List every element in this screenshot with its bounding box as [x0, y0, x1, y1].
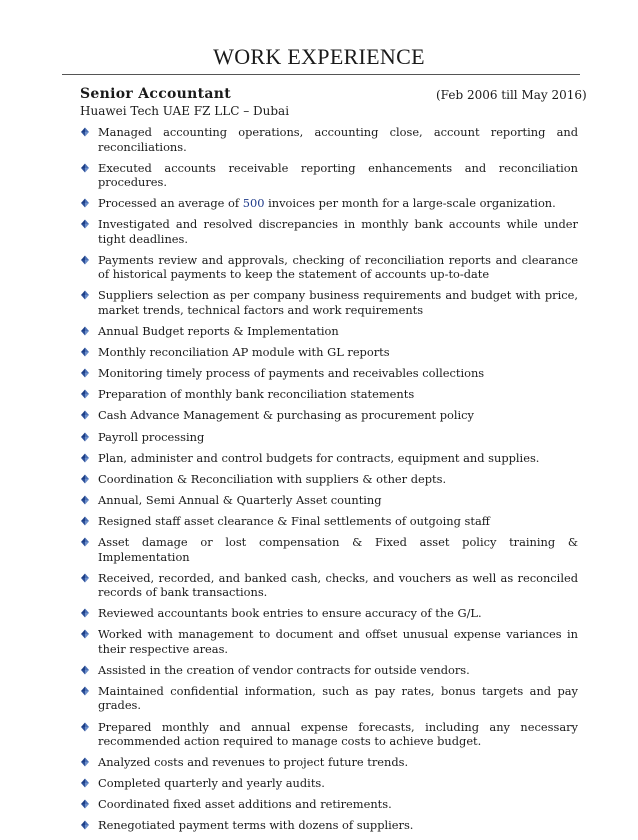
diamond-bullet-icon: [80, 537, 90, 547]
list-item-text: Plan, administer and control budgets for contracts, equipment and supplies.: [98, 450, 540, 465]
list-item: [80, 571, 578, 600]
diamond-bullet-icon: [80, 757, 90, 767]
list-item-text: Completed quarterly and yearly audits.: [98, 776, 325, 791]
diamond-bullet-icon: [80, 722, 90, 732]
diamond-bullet-icon: [80, 127, 90, 137]
list-item: [80, 663, 578, 678]
diamond-bullet-icon: [80, 326, 90, 336]
list-item: [80, 776, 578, 791]
list-item: [80, 720, 578, 749]
list-item: [80, 366, 578, 381]
diamond-bullet-icon: [80, 799, 90, 809]
diamond-bullet-icon: [80, 410, 90, 420]
section-title: WORK EXPERIENCE: [213, 44, 425, 69]
list-item: [80, 514, 578, 529]
list-item-text: Preparation of monthly bank reconciliation statements: [98, 387, 415, 402]
list-item: [80, 408, 578, 423]
title-divider: [62, 74, 580, 75]
list-item: [80, 196, 578, 211]
diamond-bullet-icon: [80, 219, 90, 229]
list-item: [80, 324, 578, 339]
list-item-text: Executed accounts receivable reporting enhancements and reconciliation procedures.: [98, 160, 578, 190]
diamond-bullet-icon: [80, 516, 90, 526]
diamond-bullet-icon: [80, 474, 90, 484]
highlighted-number: 500: [242, 196, 265, 211]
list-item-text: Monthly reconciliation AP module with GL reports: [98, 345, 390, 360]
company-name: Huawei Tech UAE FZ LLC – Dubai: [80, 104, 290, 118]
list-item-text: Maintained confidential information, such as pay rates, bonus targets and pay grades.: [98, 683, 578, 713]
diamond-bullet-icon: [80, 495, 90, 505]
diamond-bullet-icon: [80, 163, 90, 173]
responsibilities-list: [80, 125, 578, 840]
list-item: [80, 217, 578, 246]
diamond-bullet-icon: [80, 290, 90, 300]
list-item-text: Prepared monthly and annual expense forecasts, including any necessary recommended action required to manage costs to achieve budget.: [98, 719, 578, 749]
list-item: [80, 684, 578, 713]
list-item-text: Resigned staff asset clearance & Final settlements of outgoing staff: [98, 513, 490, 528]
list-item-text: Renegotiated payment terms with dozens of suppliers.: [98, 818, 414, 833]
diamond-bullet-icon: [80, 368, 90, 378]
list-item-text: Annual Budget reports & Implementation: [98, 324, 339, 339]
list-item-text: Asset damage or lost compensation & Fixed asset policy training & Implementation: [98, 535, 578, 564]
list-item-text: Payments review and approvals, checking of reconciliation reports and clearance of historical payments to keep the statement of accounts up-to-date: [98, 252, 578, 282]
list-item: [80, 387, 578, 402]
diamond-bullet-icon: [80, 573, 90, 583]
diamond-bullet-icon: [80, 665, 90, 675]
list-item: [80, 288, 578, 317]
list-item: [80, 627, 578, 656]
list-item-text: invoices per month for a large-scale organization.: [264, 196, 556, 211]
list-item-text: Coordinated fixed asset additions and retirements.: [98, 797, 392, 812]
job-title: Senior Accountant: [80, 86, 231, 102]
list-item-text: Annual, Semi Annual & Quarterly Asset counting: [98, 492, 382, 507]
diamond-bullet-icon: [80, 198, 90, 208]
diamond-bullet-icon: [80, 629, 90, 639]
diamond-bullet-icon: [80, 432, 90, 442]
diamond-bullet-icon: [80, 453, 90, 463]
list-item: [80, 606, 578, 621]
diamond-bullet-icon: [80, 347, 90, 357]
list-item: [80, 125, 578, 154]
diamond-bullet-icon: [80, 820, 90, 830]
list-item-text: Reviewed accountants book entries to ensure accuracy of the G/L.: [98, 606, 482, 621]
list-item: [80, 430, 578, 445]
list-item-text: Suppliers selection as per company business requirements and budget with price, market trends, technical factors and work requirements: [98, 288, 578, 317]
diamond-bullet-icon: [80, 255, 90, 265]
list-item-text: Processed an average of: [98, 196, 243, 211]
list-item-text: Worked with management to document and offset unusual expense variances in their respective areas.: [98, 627, 578, 656]
diamond-bullet-icon: [80, 778, 90, 788]
list-item: [80, 797, 578, 812]
list-item-text: Coordination & Reconciliation with suppliers & other depts.: [98, 471, 447, 486]
list-item: [80, 253, 578, 282]
list-item: [80, 161, 578, 190]
list-item: [80, 755, 578, 770]
diamond-bullet-icon: [80, 686, 90, 696]
list-item: [80, 472, 578, 487]
list-item: [80, 345, 578, 360]
list-item-text: Assisted in the creation of vendor contracts for outside vendors.: [98, 662, 470, 677]
list-item-text: Analyzed costs and revenues to project future trends.: [98, 755, 409, 770]
job-dates: (Feb 2006 till May 2016): [436, 88, 587, 102]
list-item-text: Cash Advance Management & purchasing as procurement policy: [98, 408, 474, 423]
diamond-bullet-icon: [80, 389, 90, 399]
list-item-text: Investigated and resolved discrepancies in monthly bank accounts while under tight deadlines.: [98, 217, 578, 246]
list-item-text: Payroll processing: [98, 429, 205, 444]
diamond-bullet-icon: [80, 608, 90, 618]
list-item-text: Received, recorded, and banked cash, checks, and vouchers as well as reconciled records of bank transactions.: [98, 570, 578, 600]
list-item-text: Managed accounting operations, accounting close, account reporting and reconciliations.: [98, 125, 578, 154]
list-item: [80, 535, 578, 564]
list-item: [80, 451, 578, 466]
list-item-text: Monitoring timely process of payments and receivables collections: [98, 366, 485, 381]
list-item: [80, 493, 578, 508]
